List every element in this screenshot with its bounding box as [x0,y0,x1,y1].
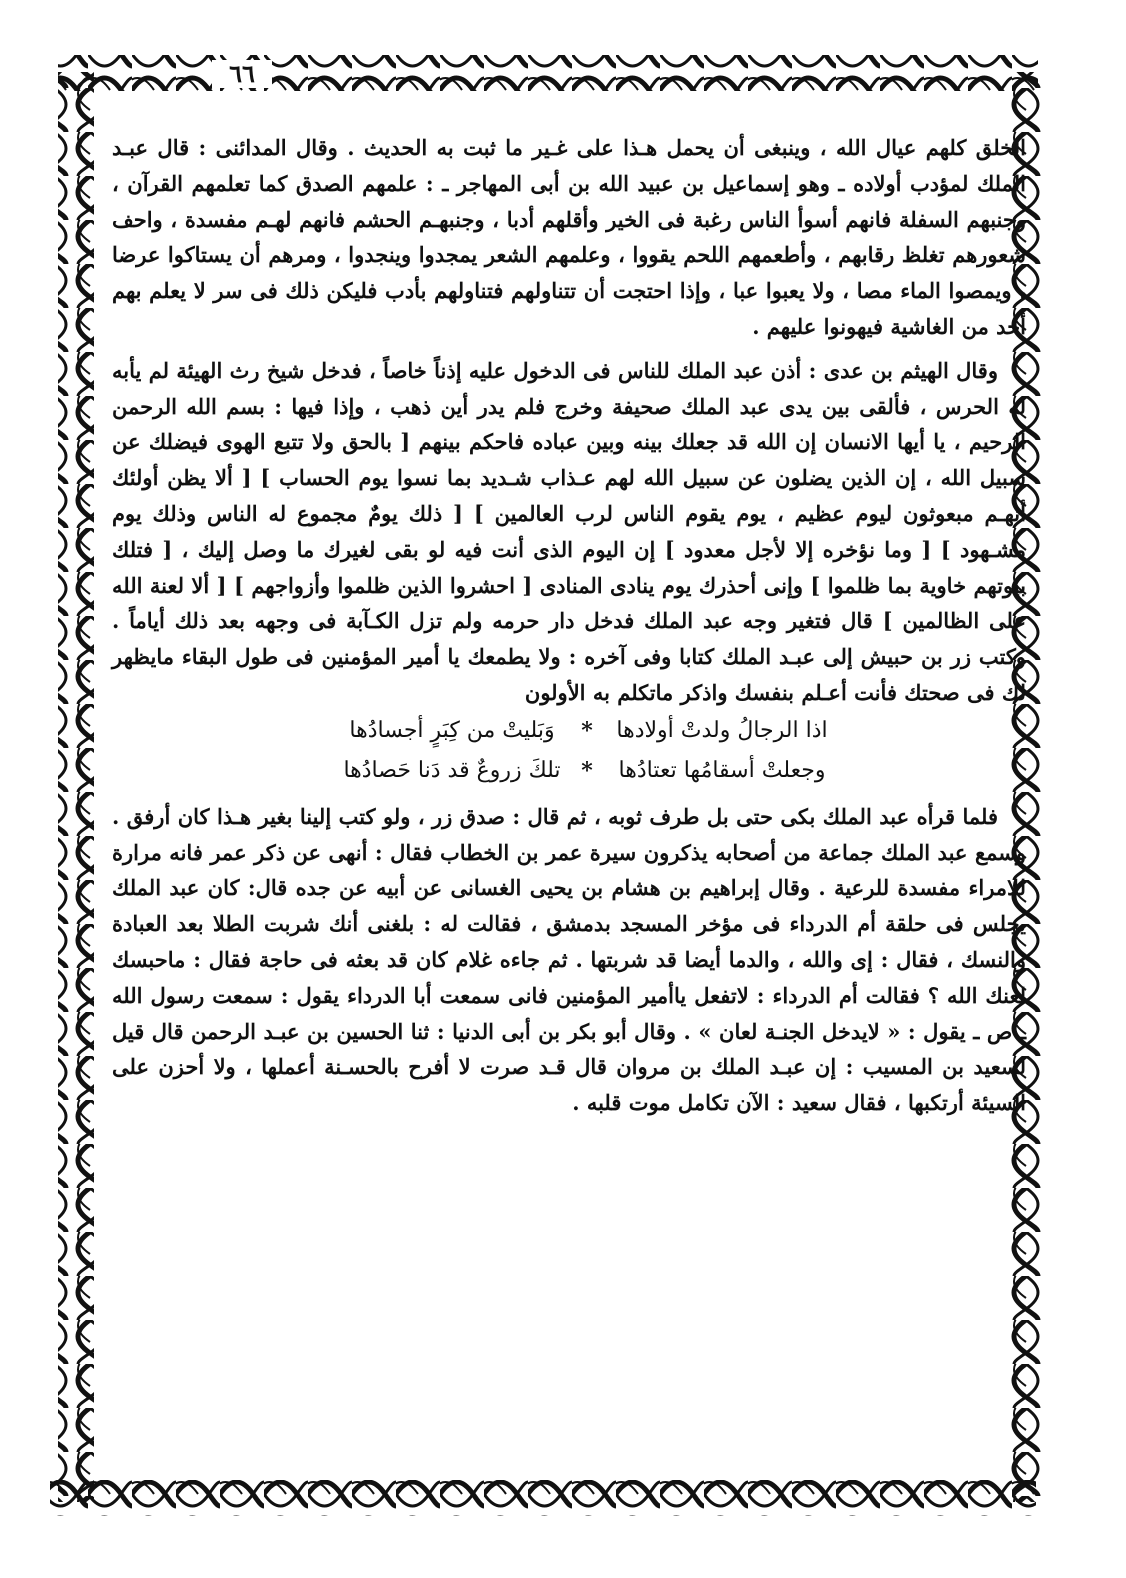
page-body [112,130,1026,1121]
page-number: ٦٦ [212,60,272,88]
poem-verse-1 [112,711,1026,751]
poem-verse-2 [112,751,1026,791]
verse-separator: * [581,757,593,784]
paragraph-3: فلما قرأه عبد الملك بكى حتى بل طرف ثوبه ، ثم قال : صدق زر ، ولو كتب إلينا بغير هـذا كان أرفق . وسمع عبد الملك جماعة من أصحابه يذكرون سيرة عمر بن الخطاب فقال : أنهى عن ذكر عمر فانه مرارة للامراء مفسدة للرعية . وقال إبراهيم بن هشام بن يحيى الغسانى عن أبيه عن جده قال: كان عبد الملك يجلس فى حلقة أم الدرداء فى مؤخر المسجد بدمشق ، فقالت له : بلغنى أنك شربت الطلا بعد العبادة والنسك ، فقال : إى والله ، والدما أيضا قد شربتها . ثم جاءه غلام كان قد بعثه فى حاجة فقال : ماحبسك لعنك الله ؟ فقالت أم الدرداء : لاتفعل ياأمير المؤمنين فانى سمعت أبا الدرداء يقول : سمعت رسول الله ـ ص ـ يقول : « لايدخل الجنـة لعان » . وقال أبو بكر بن أبى الدنيا : ثنا الحسين بن عبـد الرحمن قال قيل لسعيد بن المسيب : إن عبـد الملك بن مروان قال قـد صرت لا أفرح بالحسـنة أعملها ، ولا أحزن على السيئة أرتكبها ، فقال سعيد : الآن تكامل موت قلبه . [112,803,1026,1116]
poem [112,711,1026,791]
verse-1-first-hemistich: اذا الرجالُ ولدتْ أولادها [616,717,828,743]
paragraph-2: وقال الهيثم بن عدى : أذن عبد الملك للناس فى الدخول عليه إذناً خاصاً ، فدخل شيخ رث الهيئة لم يأبه له الحرس ، فألقى بين يدى عبد الملك صحيفة وخرج فلم يدر أين ذهب ، وإذا فيها : بسم الله الرحمن الرحيم ، يا أيها الانسان إن الله قد جعلك بينه وبين عباده فاحكم بينهم [ بالحق ولا تتبع الهوى فيضلك عن سبيل الله ، إن الذين يضلون عن سبيل الله لهم عـذاب شـديد بما نسوا يوم الحساب ] [ ألا يظن أولئك أنهـم مبعوثون ليوم عظيم ، يوم يقوم الناس لرب العالمين ] [ ذلك يومٌ مجموع له الناس وذلك يوم مشـهود ] [ وما نؤخره إلا لأجل معدود ] إن اليوم الذى أنت فيه لو بقى لغيرك ما وصل إليك ، [ فتلك بيوتهم خاوية بما ظلموا ] وإنى أحذرك يوم ينادى المنادى [ احشروا الذين ظلموا وأزواجهم ] [ ألا لعنة الله على الظالمين ] قال فتغير وجه عبد الملك فدخل دار حرمه ولم تزل الكـآبة فى وجهه بعد ذلك أياماً . وكتب زر بن حبيش إلى عبـد الملك كتابا وفى آخره : ولا يطمعك يا أمير المؤمنين فى طول البقاء مايظهر لك فى صحتك فأنت أعـلم بنفسك واذكر ماتكلم به الأولون [112,357,1026,705]
paragraph-1: الخلق كلهم عيال الله ، وينبغى أن يحمل هـذا على غـير ما ثبت به الحديث . وقال المدائنى : قال عبـد الملك لمؤدب أولاده ـ وهو إسماعيل بن عبيد الله بن أبى المهاجر ـ : علمهم الصدق كما تعلمهم القرآن ، وجنبهم السفلة فانهم أسوأ الناس رغبة فى الخير وأقلهم أدبا ، وجنبهـم الحشم فانهم لهـم مفسدة ، واحف شعورهم تغلظ رقابهم ، وأطعمهم اللحم يقووا ، وعلمهم الشعر يمجدوا وينجدوا ، ومرهم أن يستاكوا عرضا ، ويمصوا الماء مصا ، ولا يعبوا عبا ، وإذا احتجت أن تتناولهم فتناولهم بأدب فليكن ذلك فى سر لا يعلم بهم أحد من الغاشية فيهونوا عليهم . [112,135,1026,339]
verse-2-first-hemistich: وجعلتْ أسقامُها تعتادُها [618,757,826,783]
verse-separator: * [581,717,593,744]
verse-2-second-hemistich: تلكَ زروعٌ قد دَنا حَصادُها [343,757,561,783]
verse-1-second-hemistich: وَبَليتْ من كِبَرٍ أجسادُها [349,717,555,743]
